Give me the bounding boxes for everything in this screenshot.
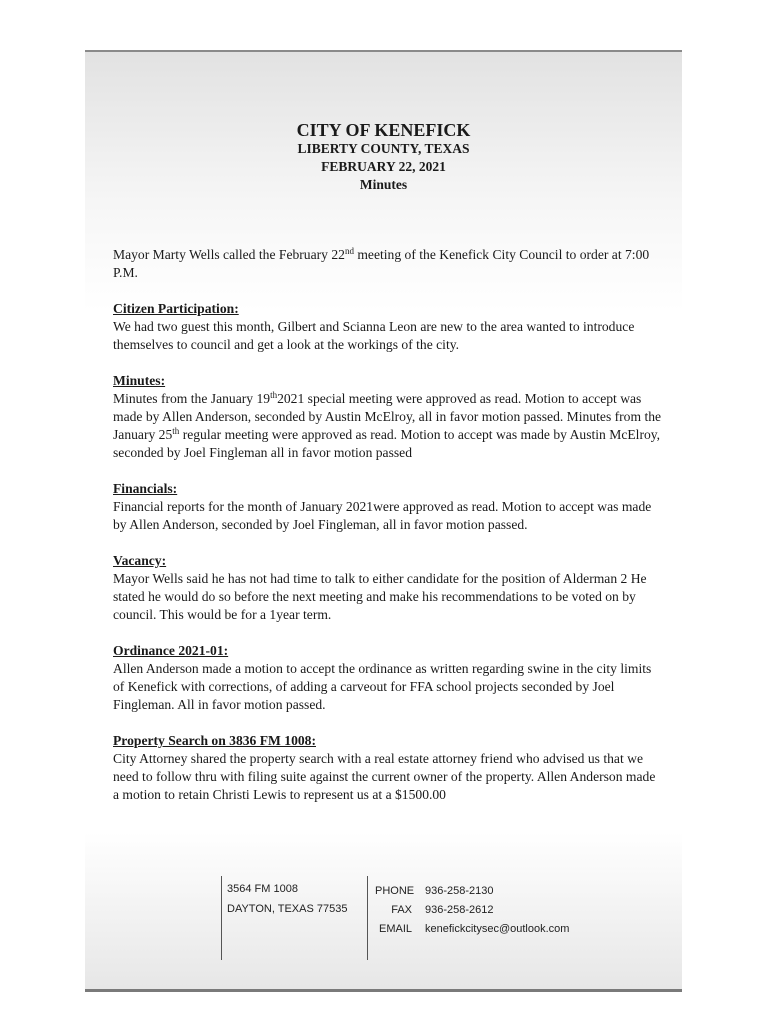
section-heading: Vacancy: xyxy=(113,553,167,568)
fax-number: 936-258-2612 xyxy=(425,904,494,916)
section-citizen-participation xyxy=(113,300,663,354)
meeting-date: FEBRUARY 22, 2021 xyxy=(321,159,446,174)
document-page xyxy=(85,50,682,992)
section-text xyxy=(113,390,663,462)
intro-text-a: Mayor Marty Wells called the February 22 xyxy=(113,247,345,262)
phone-label: PHONE xyxy=(375,885,415,897)
phone-row xyxy=(375,882,569,901)
section-text: City Attorney shared the property search with a real estate attorney friend who advised us that we need to follow thru with filing suite against the current owner of the property. Allen Anderson made a motion to retain Christi Lewis to represent us at a $1500.00 xyxy=(113,751,656,802)
section-heading: Minutes: xyxy=(113,373,166,388)
section-text: Allen Anderson made a motion to accept the ordinance as written regarding swine in the city limits of Kenefick with corrections, of adding a carveout for FFA school projects seconded by Joel Fingleman. All in favor motion passed. xyxy=(113,661,652,712)
intro-text-b: meeting of the Kenefick City Council to order at 7:00 P.M. xyxy=(113,247,650,280)
section-financials xyxy=(113,480,663,534)
minutes-sup-a: th xyxy=(270,390,278,400)
fax-row xyxy=(375,901,569,920)
letterhead xyxy=(85,120,682,194)
section-heading: Ordinance 2021-01: xyxy=(113,643,229,658)
section-heading: Citizen Participation: xyxy=(113,301,239,316)
section-ordinance xyxy=(113,642,663,714)
minutes-text-a: Minutes from the January 19 xyxy=(113,391,271,406)
minutes-body xyxy=(113,246,663,804)
address-line: 3564 FM 1008 xyxy=(227,883,298,895)
email-label: EMAIL xyxy=(378,923,412,935)
document-type: Minutes xyxy=(359,177,408,192)
section-heading: Financials: xyxy=(113,481,178,496)
section-text: Financial reports for the month of January 2021were approved as read. Motion to accept was made by Allen Anderson, seconded by Joel Fingleman, all in favor motion passed. xyxy=(113,499,652,532)
intro-sup: nd xyxy=(344,246,354,256)
footer-address xyxy=(227,879,347,919)
section-minutes xyxy=(113,372,663,462)
fax-label: FAX xyxy=(391,904,412,916)
phone-number: 936-258-2130 xyxy=(425,885,494,897)
section-heading: Property Search on 3836 FM 1008: xyxy=(113,733,316,748)
address-line: DAYTON, TEXAS 77535 xyxy=(227,903,348,915)
intro-paragraph xyxy=(113,246,663,282)
email-address: kenefickcitysec@outlook.com xyxy=(425,923,570,935)
minutes-text-b: 2021 special meeting were approved as read. Motion to accept was made by Allen Anderson, seconded by Austin McElroy, all in favor motion passed. Minutes from the January 25 xyxy=(113,391,662,442)
county-line: LIBERTY COUNTY, TEXAS xyxy=(297,141,470,156)
section-text: We had two guest this month, Gilbert and Scianna Leon are new to the area wanted to introduce themselves to council and get a look at the workings of the city. xyxy=(113,319,635,352)
section-vacancy xyxy=(113,552,663,624)
city-title: CITY OF KENEFICK xyxy=(296,120,471,140)
minutes-text-c: regular meeting were approved as read. Motion to accept was made by Austin McElroy, seconded by Joel Fingleman all in favor motion passed xyxy=(113,427,661,460)
email-row xyxy=(375,920,569,939)
footer-contact xyxy=(85,874,682,964)
section-property-search xyxy=(113,732,663,804)
footer-divider xyxy=(367,876,368,960)
minutes-sup-b: th xyxy=(172,426,180,436)
footer-divider xyxy=(221,876,222,960)
section-text: Mayor Wells said he has not had time to talk to either candidate for the position of Alderman 2 He stated he would do so before the next meeting and make his recommendations to be voted on by council. This would be for a 1year term. xyxy=(113,571,647,622)
footer-contact-info xyxy=(375,882,569,939)
